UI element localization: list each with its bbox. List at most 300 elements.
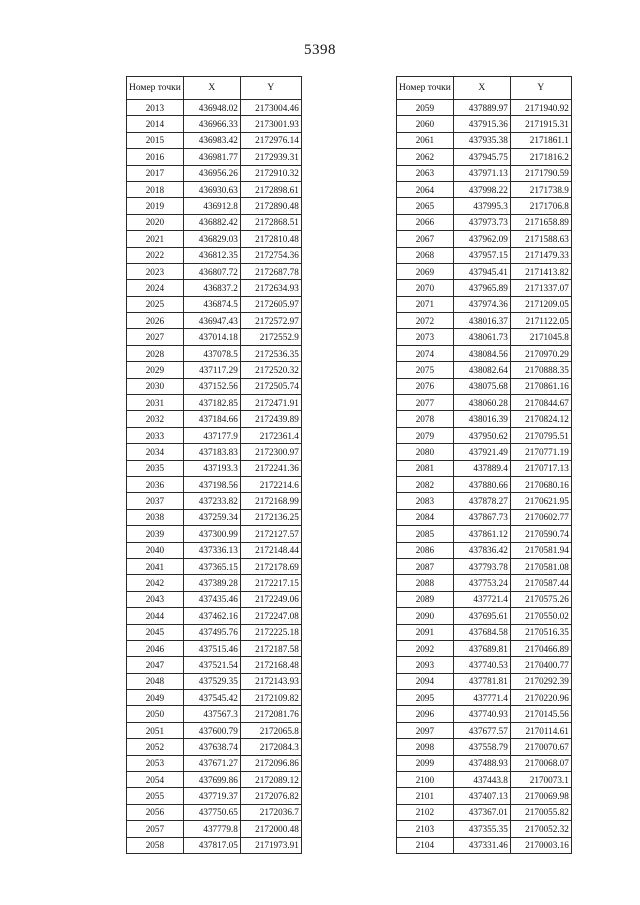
x-coordinate-cell: 436829.03: [183, 231, 240, 247]
point-number-cell: 2095: [397, 690, 454, 706]
y-coordinate-cell: 2172810.48: [240, 231, 301, 247]
table-row: [397, 296, 572, 312]
point-number-cell: 2038: [127, 509, 184, 525]
point-number-cell: 2020: [127, 214, 184, 230]
table-row: [397, 329, 572, 345]
x-coordinate-cell: 436956.26: [183, 165, 240, 181]
table-body-left: [127, 100, 302, 854]
y-coordinate-cell: 2170970.29: [510, 345, 571, 361]
y-coordinate-cell: 2170055.82: [510, 804, 571, 820]
point-number-cell: 2102: [397, 804, 454, 820]
table-row: [397, 263, 572, 279]
x-coordinate-cell: 437331.46: [453, 837, 510, 853]
table-row: [127, 624, 302, 640]
x-coordinate-cell: 437367.01: [453, 804, 510, 820]
x-coordinate-cell: 437259.34: [183, 509, 240, 525]
point-number-cell: 2086: [397, 542, 454, 558]
table-row: [397, 706, 572, 722]
x-coordinate-cell: 437495.76: [183, 624, 240, 640]
point-number-cell: 2101: [397, 788, 454, 804]
table-row: [397, 821, 572, 837]
table-row: [127, 181, 302, 197]
y-coordinate-cell: 2170292.39: [510, 673, 571, 689]
point-number-cell: 2029: [127, 362, 184, 378]
table-header-row: [127, 77, 302, 100]
table-row: [397, 395, 572, 411]
point-number-cell: 2087: [397, 558, 454, 574]
x-coordinate-cell: 437567.3: [183, 706, 240, 722]
point-number-cell: 2091: [397, 624, 454, 640]
point-number-cell: 2051: [127, 722, 184, 738]
table-row: [397, 526, 572, 542]
x-coordinate-cell: 437193.3: [183, 460, 240, 476]
x-coordinate-cell: 437078.5: [183, 345, 240, 361]
x-coordinate-cell: 437878.27: [453, 493, 510, 509]
y-coordinate-cell: 2172471.91: [240, 395, 301, 411]
x-coordinate-cell: 437443.8: [453, 772, 510, 788]
y-coordinate-cell: 2172143.93: [240, 673, 301, 689]
table-row: [397, 575, 572, 591]
y-coordinate-cell: 2172572.97: [240, 313, 301, 329]
table-row: [127, 657, 302, 673]
y-coordinate-cell: 2172868.51: [240, 214, 301, 230]
point-number-cell: 2058: [127, 837, 184, 853]
y-coordinate-cell: 2171337.07: [510, 280, 571, 296]
y-coordinate-cell: 2170400.77: [510, 657, 571, 673]
table-row: [127, 722, 302, 738]
y-coordinate-cell: 2172136.25: [240, 509, 301, 525]
x-coordinate-cell: 438060.28: [453, 395, 510, 411]
table-row: [127, 149, 302, 165]
point-number-cell: 2037: [127, 493, 184, 509]
x-coordinate-cell: 437117.29: [183, 362, 240, 378]
table-row: [397, 181, 572, 197]
point-number-cell: 2041: [127, 558, 184, 574]
point-number-cell: 2094: [397, 673, 454, 689]
y-coordinate-cell: 2172247.08: [240, 608, 301, 624]
y-coordinate-cell: 2172109.82: [240, 690, 301, 706]
table-row: [127, 542, 302, 558]
y-coordinate-cell: 2172687.78: [240, 263, 301, 279]
point-number-cell: 2033: [127, 427, 184, 443]
y-coordinate-cell: 2170861.16: [510, 378, 571, 394]
x-coordinate-cell: 437600.79: [183, 722, 240, 738]
table-row: [127, 690, 302, 706]
point-number-cell: 2096: [397, 706, 454, 722]
x-coordinate-cell: 437684.58: [453, 624, 510, 640]
x-coordinate-cell: 437793.78: [453, 558, 510, 574]
x-coordinate-cell: 437962.09: [453, 231, 510, 247]
x-coordinate-cell: 437965.89: [453, 280, 510, 296]
header-x: X: [453, 77, 510, 100]
x-coordinate-cell: 437183.83: [183, 444, 240, 460]
x-coordinate-cell: 436807.72: [183, 263, 240, 279]
table-row: [397, 116, 572, 132]
table-row: [397, 739, 572, 755]
x-coordinate-cell: 437861.12: [453, 526, 510, 542]
x-coordinate-cell: 437836.42: [453, 542, 510, 558]
y-coordinate-cell: 2172939.31: [240, 149, 301, 165]
x-coordinate-cell: 437867.73: [453, 509, 510, 525]
y-coordinate-cell: 2172076.82: [240, 788, 301, 804]
y-coordinate-cell: 2171658.89: [510, 214, 571, 230]
table-row: [397, 460, 572, 476]
y-coordinate-cell: 2170581.94: [510, 542, 571, 558]
y-coordinate-cell: 2173004.46: [240, 100, 301, 116]
x-coordinate-cell: 436930.63: [183, 181, 240, 197]
x-coordinate-cell: 436837.2: [183, 280, 240, 296]
y-coordinate-cell: 2172089.12: [240, 772, 301, 788]
table-row: [127, 280, 302, 296]
x-coordinate-cell: 437781.81: [453, 673, 510, 689]
y-coordinate-cell: 2172300.97: [240, 444, 301, 460]
x-coordinate-cell: 437998.22: [453, 181, 510, 197]
x-coordinate-cell: 437740.93: [453, 706, 510, 722]
y-coordinate-cell: 2171816.2: [510, 149, 571, 165]
table-row: [397, 313, 572, 329]
y-coordinate-cell: 2170844.67: [510, 395, 571, 411]
table-row: [127, 837, 302, 853]
table-row: [397, 493, 572, 509]
y-coordinate-cell: 2171209.05: [510, 296, 571, 312]
x-coordinate-cell: 437915.36: [453, 116, 510, 132]
point-number-cell: 2090: [397, 608, 454, 624]
y-coordinate-cell: 2172536.35: [240, 345, 301, 361]
table-row: [127, 411, 302, 427]
x-coordinate-cell: 437198.56: [183, 476, 240, 492]
table-row: [397, 149, 572, 165]
table-row: [397, 165, 572, 181]
point-number-cell: 2025: [127, 296, 184, 312]
y-coordinate-cell: 2170590.74: [510, 526, 571, 542]
point-number-cell: 2027: [127, 329, 184, 345]
y-coordinate-cell: 2171122.05: [510, 313, 571, 329]
point-number-cell: 2044: [127, 608, 184, 624]
x-coordinate-cell: 437719.37: [183, 788, 240, 804]
table-row: [127, 591, 302, 607]
table-row: [397, 755, 572, 771]
point-number-cell: 2013: [127, 100, 184, 116]
y-coordinate-cell: 2171915.31: [510, 116, 571, 132]
y-coordinate-cell: 2172187.58: [240, 640, 301, 656]
table-row: [397, 214, 572, 230]
table-row: [397, 509, 572, 525]
y-coordinate-cell: 2170888.35: [510, 362, 571, 378]
table-row: [127, 427, 302, 443]
table-row: [397, 427, 572, 443]
y-coordinate-cell: 2172754.36: [240, 247, 301, 263]
y-coordinate-cell: 2171706.8: [510, 198, 571, 214]
table-row: [397, 198, 572, 214]
point-number-cell: 2048: [127, 673, 184, 689]
table-row: [397, 722, 572, 738]
table-row: [397, 690, 572, 706]
y-coordinate-cell: 2172520.32: [240, 362, 301, 378]
table-row: [397, 804, 572, 820]
coordinates-table-right: [396, 76, 572, 854]
header-point-number: Номер точки: [397, 77, 454, 100]
y-coordinate-cell: 2170073.1: [510, 772, 571, 788]
table-row: [127, 329, 302, 345]
table-row: [127, 772, 302, 788]
point-number-cell: 2074: [397, 345, 454, 361]
point-number-cell: 2089: [397, 591, 454, 607]
point-number-cell: 2072: [397, 313, 454, 329]
table-row: [397, 231, 572, 247]
x-coordinate-cell: 437889.4: [453, 460, 510, 476]
x-coordinate-cell: 437689.81: [453, 640, 510, 656]
x-coordinate-cell: 437779.8: [183, 821, 240, 837]
point-number-cell: 2024: [127, 280, 184, 296]
point-number-cell: 2064: [397, 181, 454, 197]
y-coordinate-cell: 2172036.7: [240, 804, 301, 820]
table-row: [397, 788, 572, 804]
point-number-cell: 2097: [397, 722, 454, 738]
y-coordinate-cell: 2170587.44: [510, 575, 571, 591]
y-coordinate-cell: 2172241.36: [240, 460, 301, 476]
y-coordinate-cell: 2170069.98: [510, 788, 571, 804]
y-coordinate-cell: 2170581.08: [510, 558, 571, 574]
table-row: [127, 231, 302, 247]
table-row: [127, 739, 302, 755]
point-number-cell: 2017: [127, 165, 184, 181]
point-number-cell: 2030: [127, 378, 184, 394]
table-row: [127, 116, 302, 132]
y-coordinate-cell: 2171790.59: [510, 165, 571, 181]
point-number-cell: 2104: [397, 837, 454, 853]
x-coordinate-cell: 437753.24: [453, 575, 510, 591]
table-row: [127, 493, 302, 509]
point-number-cell: 2018: [127, 181, 184, 197]
x-coordinate-cell: 437152.56: [183, 378, 240, 394]
point-number-cell: 2082: [397, 476, 454, 492]
table-row: [127, 165, 302, 181]
point-number-cell: 2021: [127, 231, 184, 247]
table-row: [127, 476, 302, 492]
table-row: [397, 657, 572, 673]
table-row: [397, 100, 572, 116]
table-row: [397, 673, 572, 689]
point-number-cell: 2069: [397, 263, 454, 279]
table-row: [397, 247, 572, 263]
point-number-cell: 2054: [127, 772, 184, 788]
point-number-cell: 2084: [397, 509, 454, 525]
x-coordinate-cell: 437488.93: [453, 755, 510, 771]
point-number-cell: 2063: [397, 165, 454, 181]
table-row: [127, 263, 302, 279]
y-coordinate-cell: 2172084.3: [240, 739, 301, 755]
point-number-cell: 2042: [127, 575, 184, 591]
header-x: X: [183, 77, 240, 100]
x-coordinate-cell: 436874.5: [183, 296, 240, 312]
point-number-cell: 2032: [127, 411, 184, 427]
y-coordinate-cell: 2172127.57: [240, 526, 301, 542]
point-number-cell: 2034: [127, 444, 184, 460]
x-coordinate-cell: 437407.13: [453, 788, 510, 804]
point-number-cell: 2028: [127, 345, 184, 361]
x-coordinate-cell: 436966.33: [183, 116, 240, 132]
point-number-cell: 2076: [397, 378, 454, 394]
y-coordinate-cell: 2172081.76: [240, 706, 301, 722]
y-coordinate-cell: 2170717.13: [510, 460, 571, 476]
point-number-cell: 2045: [127, 624, 184, 640]
y-coordinate-cell: 2172168.48: [240, 657, 301, 673]
x-coordinate-cell: 437529.35: [183, 673, 240, 689]
y-coordinate-cell: 2172976.14: [240, 132, 301, 148]
table-row: [397, 772, 572, 788]
x-coordinate-cell: 438016.37: [453, 313, 510, 329]
y-coordinate-cell: 2171940.92: [510, 100, 571, 116]
x-coordinate-cell: 436882.42: [183, 214, 240, 230]
table-row: [127, 706, 302, 722]
x-coordinate-cell: 437184.66: [183, 411, 240, 427]
point-number-cell: 2098: [397, 739, 454, 755]
y-coordinate-cell: 2172634.93: [240, 280, 301, 296]
x-coordinate-cell: 437389.28: [183, 575, 240, 591]
x-coordinate-cell: 437336.13: [183, 542, 240, 558]
x-coordinate-cell: 437462.16: [183, 608, 240, 624]
point-number-cell: 2103: [397, 821, 454, 837]
table-row: [397, 411, 572, 427]
x-coordinate-cell: 437957.15: [453, 247, 510, 263]
y-coordinate-cell: 2170220.96: [510, 690, 571, 706]
table-row: [397, 591, 572, 607]
x-coordinate-cell: 437771.4: [453, 690, 510, 706]
point-number-cell: 2055: [127, 788, 184, 804]
x-coordinate-cell: 436948.02: [183, 100, 240, 116]
table-row: [127, 444, 302, 460]
point-number-cell: 2067: [397, 231, 454, 247]
x-coordinate-cell: 437973.73: [453, 214, 510, 230]
x-coordinate-cell: 438075.68: [453, 378, 510, 394]
coordinates-table-left: [126, 76, 302, 854]
point-number-cell: 2056: [127, 804, 184, 820]
y-coordinate-cell: 2172096.86: [240, 755, 301, 771]
header-y: Y: [510, 77, 571, 100]
y-coordinate-cell: 2172910.32: [240, 165, 301, 181]
table-row: [127, 214, 302, 230]
table-row: [127, 673, 302, 689]
table-row: [127, 526, 302, 542]
table-row: [397, 280, 572, 296]
y-coordinate-cell: 2171045.8: [510, 329, 571, 345]
point-number-cell: 2050: [127, 706, 184, 722]
x-coordinate-cell: 437014.18: [183, 329, 240, 345]
y-coordinate-cell: 2172361.4: [240, 427, 301, 443]
y-coordinate-cell: 2170068.07: [510, 755, 571, 771]
table-row: [127, 296, 302, 312]
y-coordinate-cell: 2172225.18: [240, 624, 301, 640]
x-coordinate-cell: 437558.79: [453, 739, 510, 755]
y-coordinate-cell: 2172168.99: [240, 493, 301, 509]
x-coordinate-cell: 437365.15: [183, 558, 240, 574]
y-coordinate-cell: 2172217.15: [240, 575, 301, 591]
table-row: [397, 837, 572, 853]
table-header-row: [397, 77, 572, 100]
point-number-cell: 2047: [127, 657, 184, 673]
point-number-cell: 2073: [397, 329, 454, 345]
x-coordinate-cell: 437995.3: [453, 198, 510, 214]
y-coordinate-cell: 2170516.35: [510, 624, 571, 640]
table-row: [127, 640, 302, 656]
x-coordinate-cell: 436947.43: [183, 313, 240, 329]
y-coordinate-cell: 2171861.1: [510, 132, 571, 148]
x-coordinate-cell: 437971.13: [453, 165, 510, 181]
y-coordinate-cell: 2170602.77: [510, 509, 571, 525]
point-number-cell: 2039: [127, 526, 184, 542]
x-coordinate-cell: 437817.05: [183, 837, 240, 853]
table-row: [397, 558, 572, 574]
table-row: [397, 542, 572, 558]
point-number-cell: 2062: [397, 149, 454, 165]
table-row: [127, 362, 302, 378]
point-number-cell: 2022: [127, 247, 184, 263]
point-number-cell: 2015: [127, 132, 184, 148]
point-number-cell: 2061: [397, 132, 454, 148]
y-coordinate-cell: 2172439.89: [240, 411, 301, 427]
point-number-cell: 2053: [127, 755, 184, 771]
point-number-cell: 2035: [127, 460, 184, 476]
point-number-cell: 2083: [397, 493, 454, 509]
y-coordinate-cell: 2170550.02: [510, 608, 571, 624]
x-coordinate-cell: 437545.42: [183, 690, 240, 706]
x-coordinate-cell: 437740.53: [453, 657, 510, 673]
y-coordinate-cell: 2172178.69: [240, 558, 301, 574]
point-number-cell: 2079: [397, 427, 454, 443]
x-coordinate-cell: 436912.8: [183, 198, 240, 214]
x-coordinate-cell: 437233.82: [183, 493, 240, 509]
x-coordinate-cell: 438082.64: [453, 362, 510, 378]
y-coordinate-cell: 2172605.97: [240, 296, 301, 312]
x-coordinate-cell: 438084.56: [453, 345, 510, 361]
point-number-cell: 2049: [127, 690, 184, 706]
table-row: [127, 608, 302, 624]
x-coordinate-cell: 437721.4: [453, 591, 510, 607]
y-coordinate-cell: 2172890.48: [240, 198, 301, 214]
table-row: [127, 247, 302, 263]
point-number-cell: 2099: [397, 755, 454, 771]
x-coordinate-cell: 437945.41: [453, 263, 510, 279]
y-coordinate-cell: 2170466.89: [510, 640, 571, 656]
point-number-cell: 2040: [127, 542, 184, 558]
x-coordinate-cell: 438061.73: [453, 329, 510, 345]
y-coordinate-cell: 2172249.06: [240, 591, 301, 607]
point-number-cell: 2077: [397, 395, 454, 411]
table-row: [397, 624, 572, 640]
point-number-cell: 2088: [397, 575, 454, 591]
y-coordinate-cell: 2170145.56: [510, 706, 571, 722]
y-coordinate-cell: 2172552.9: [240, 329, 301, 345]
x-coordinate-cell: 437177.9: [183, 427, 240, 443]
table-row: [127, 313, 302, 329]
point-number-cell: 2057: [127, 821, 184, 837]
table-row: [127, 755, 302, 771]
y-coordinate-cell: 2170680.16: [510, 476, 571, 492]
y-coordinate-cell: 2171479.33: [510, 247, 571, 263]
point-number-cell: 2026: [127, 313, 184, 329]
table-row: [127, 460, 302, 476]
point-number-cell: 2078: [397, 411, 454, 427]
point-number-cell: 2019: [127, 198, 184, 214]
y-coordinate-cell: 2171588.63: [510, 231, 571, 247]
x-coordinate-cell: 437889.97: [453, 100, 510, 116]
x-coordinate-cell: 437974.36: [453, 296, 510, 312]
y-coordinate-cell: 2170771.19: [510, 444, 571, 460]
table-row: [127, 558, 302, 574]
point-number-cell: 2023: [127, 263, 184, 279]
x-coordinate-cell: 436981.77: [183, 149, 240, 165]
x-coordinate-cell: 437699.86: [183, 772, 240, 788]
